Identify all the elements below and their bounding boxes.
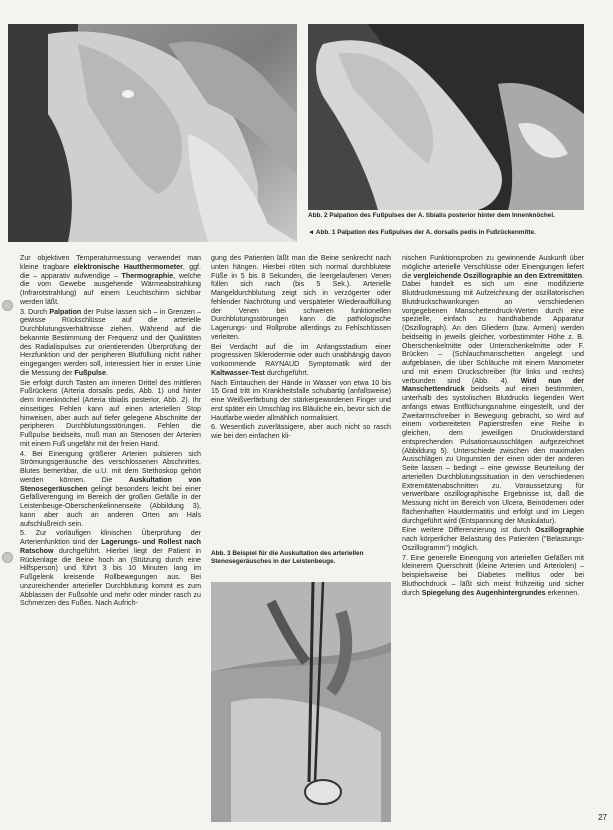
text-bold: Palpation [49, 307, 82, 316]
text-bold: Lagerungs- und Rollest nach Ratschow [20, 538, 201, 555]
text-run: der Pulse lassen sich – in Grenzen – gewisse Rückschlüsse auf die arterielle Durchblutungsverhältnisse ziehen. Während auf die bekannte Bestimmung der Frequenz und der Qualitäten des Radialispulses zur orientierenden Überprüfung der Herzfunktion und der peripheren Blutfüllung nicht näher eingegangen werden soll, interessiert hier in erster Linie die Messung der [20, 307, 201, 377]
text-bold: vergleichende Oszillographie an den Extremitäten [413, 271, 583, 280]
text-bold: Auskultation von Stenosegeräuschen [20, 475, 201, 493]
paragraph: 6. Wesentlich zuverlässigere, aber auch nicht so rasch wie bei den einfachen kli- [211, 423, 391, 440]
text-run: Zur objektiven Temperaturmessung verwendet man kleine tragbare [20, 254, 201, 271]
text-run: , ggf. die – apparativ aufwendige – [20, 262, 201, 280]
text-run: . Dabei handelt es sich um eine modifizierte Blutdruckmessung mit Aufzeichnung der oszillatorischen Blutdruckschwankungen an verschiedenen vorgegebenen Manschettendruck-Werten durch eine spezielle, einfach zu handhabende Apparatur (Oszillograph). An den Gliedern (bzw. Armen) werden beidseitig in jeweils gleicher, vorbestimmter Höhe z. B. Oberschenkelmitte oder Unterschenkelmitte oder F. Brücken – (Schlauchmanschetten angelegt und aufgeblasen, die über Schläuche mit einem Manometer und mit einem Druckschreiber (für links und rechts) verbunden sind (Abb. 4). [402, 271, 585, 385]
caption-fig3-label: Abb. 3 [211, 550, 231, 557]
text-run: durchgeführt. [264, 368, 309, 377]
paragraph: Nach Eintauchen der Hände in Wasser von etwa 10 bis 15 Grad tritt im Krankheitsfalle schubartig (anfallsweise) eine Weißverfärbung der stärkergewordenen Finger und erst später ein Umschlag ins Bläuliche ein, bevor sich die Hautfarbe wieder allmählich normalisiert. [211, 378, 391, 422]
caption-fig2-text: Palpation des Fußpulses der A. tibialis posterior hinter dem Innenknöchel. [329, 212, 555, 219]
photo-fig2 [308, 24, 584, 210]
text-run: 5. Zur vorläufigen klinischen Überprüfung der Arterienfunktion sind der [20, 529, 201, 546]
caption-fig3-text: Beispiel für die Auskultation des arteriellen Stenosegeräusches in der Leistenbeuge. [211, 550, 364, 566]
text-bold: Kaltwasser-Test [211, 368, 265, 377]
text-bold: Wird nun der Manschettendruck [402, 376, 584, 394]
text-run: beidseits auf einen bestimmten, unterhalb des systolischen Blutdrucks liegenden Wert anfangs etwas Entflüchungsnahme eingestellt, und der Zweitarmschreiber in Bewegung gebracht, so wird auf einem vorbereiteten Papierstreifen eine Reihe in gleichen, dem jeweiligen Druckwiderstand entsprechenden Pulsationsausschlägen aufgezeichnet (Abbildung 5). Unterschiede zwischen den maximalen Ausschlägen zu Ungunsten der einen oder der anderen Seite lassen – bedingt – eine gewisse Beurteilung der arteriellen Durchblutungssituation in den verschiedenen Extremitätenabschnitten zu. Voraussetzung für verwertbare oszillographische Ergebnisse ist, daß die Messung nicht im Bereich von Ulcera, Beinödemen oder flächenhaften Hautdermatitis und erfolgt und im Liegen durchgeführt wird (Entspannung der Muskulatur). [402, 385, 584, 525]
text-column-2 [211, 254, 391, 442]
text-bold: elektronische Hautthermometer [73, 262, 183, 271]
text-column-1 [20, 254, 201, 609]
caption-fig2-label: Abb. 2 [308, 212, 328, 219]
text-column-3 [402, 254, 584, 598]
paragraph [402, 554, 584, 598]
text-bold: Spiegelung des Augenhintergrundes [421, 588, 546, 597]
paragraph [20, 450, 201, 529]
text-run: , welche die vom Gewebe ausgehende Wärmeabstrahlung (Infrarotstrahlung) auf einem Leuchtschirm sichtbar werden läßt. [20, 271, 201, 306]
text-run: gelingt besonders leicht bei einer Gefäßverengung im Bereich der großen Gefäße in der Leistenbeuge-Oberschenkelinnenseite (Abbildung 3), kann aber auch an anderen Orten am Hals aufschlußreich sein. [20, 484, 201, 528]
text-run: erkennen. [545, 588, 580, 597]
punch-hole-top [2, 300, 13, 311]
photo-fig1 [8, 24, 297, 242]
paragraph [211, 343, 391, 378]
text-bold: Fußpulse [74, 368, 106, 377]
paragraph [20, 308, 201, 378]
text-run: nach körperlicher Belastung des Patienten ("Belastungs-Oszillogramm") möglich. [402, 535, 584, 552]
photo-fig3 [211, 582, 391, 822]
paragraph: Sie erfolgt durch Tasten am inneren Drittel des mittleren Fußrückens (Arteria dorsalis pedis, Abb. 1) und hinter dem Innenknöchel (Arteria tibialis posterior, Abb. 2). Ihr einseitiges Fehlen kann auf einen arteriellen Stop hinweisen, aber auch auf tiefer gelegene Abschnitte der peripheren Durchblutungsstörungen. Fehlen die Fußpulse beidseits, muß man an Stenosen der Arterien mit einem Fuß ungefähr mit der freien Hand. [20, 378, 201, 448]
text-run: 3. Durch [20, 307, 50, 316]
text-run: Bei Verdacht auf die im Anfangsstadium einer progressiven Sklerodermie oder auch unabhängig davon vorkommende RAYNAUD Symptomatik wird der [211, 342, 391, 368]
text-run: nischen Funktionsproben zu gewinnende Auskunft über mögliche arterielle Verschlüsse oder Einengungen liefert die [402, 254, 584, 280]
paragraph [402, 254, 584, 525]
page-number: 27 [598, 813, 607, 822]
paragraph: gung des Patienten läßt man die Beine senkrecht nach unten hängen. Hierbei röten sich normal durchblutete Füße in 5 bis 8 Sekunden, die leergelaufenen Venen füllen sich nach (bis 5 Sek.). Arterielle Mangeldurchblutung zeigt sich in verzögerter oder fehlender Nachrötung und verspäteter Wiederauffüllung der Venen bei schweren funktionellen Durchblutungsstörungen kann die pathologische Lagerungs- und Rollprobe allerdings zu Fehlschlüssen verleiten. [211, 254, 391, 341]
caption-fig3 [211, 550, 391, 566]
paragraph [402, 526, 584, 552]
text-run: 7. Eine generelle Einengung von arteriellen Gefäßen mit kleinerem Querschnitt (kleine Arterien und Arteriolen) – beispielsweise bei Diabetes mellitus oder bei Bluthochdruck – läßt sich meist frühzeitig und sicher durch [402, 553, 584, 597]
text-run: . [105, 368, 108, 377]
caption-fig1 [308, 229, 584, 237]
caption-fig1-label: ◄ Abb. 1 [308, 229, 336, 236]
caption-fig1-text: Palpation des Fußpulses der A. dorsalis pedis in Fußrückenmitte. [337, 229, 536, 236]
text-run: Eine weitere Differenzierung ist durch [402, 526, 536, 535]
text-bold: Thermographie [121, 271, 174, 280]
text-run: 4. Bei Einengung größerer Arterien pulsieren sich Strömungsgeräusche des verschlossenen Abschnittes. Blutes bemerkbar, die u.U. mit dem Stethoskop gehört werden können. Die [20, 449, 201, 484]
paragraph [20, 254, 201, 307]
caption-fig2 [308, 212, 584, 220]
paragraph [20, 529, 201, 608]
text-run: durchgeführt. Hierbei liegt der Patient in Rückenlage die Beine hoch an (Stützung durch eine Hilfsperson) und führt 3 bis 10 Minuten lang im Fußgelenk kreisende Rollbewegungen aus. Bei unzureichender arterieller Durchblutung kommt es zum Abblassen der Fußsohle und mehr oder minder rasch zu Schmerzen des Fußes. Nach Aufrich- [20, 546, 201, 608]
punch-hole-bottom [2, 552, 13, 563]
text-bold: Oszillographie [535, 526, 584, 535]
